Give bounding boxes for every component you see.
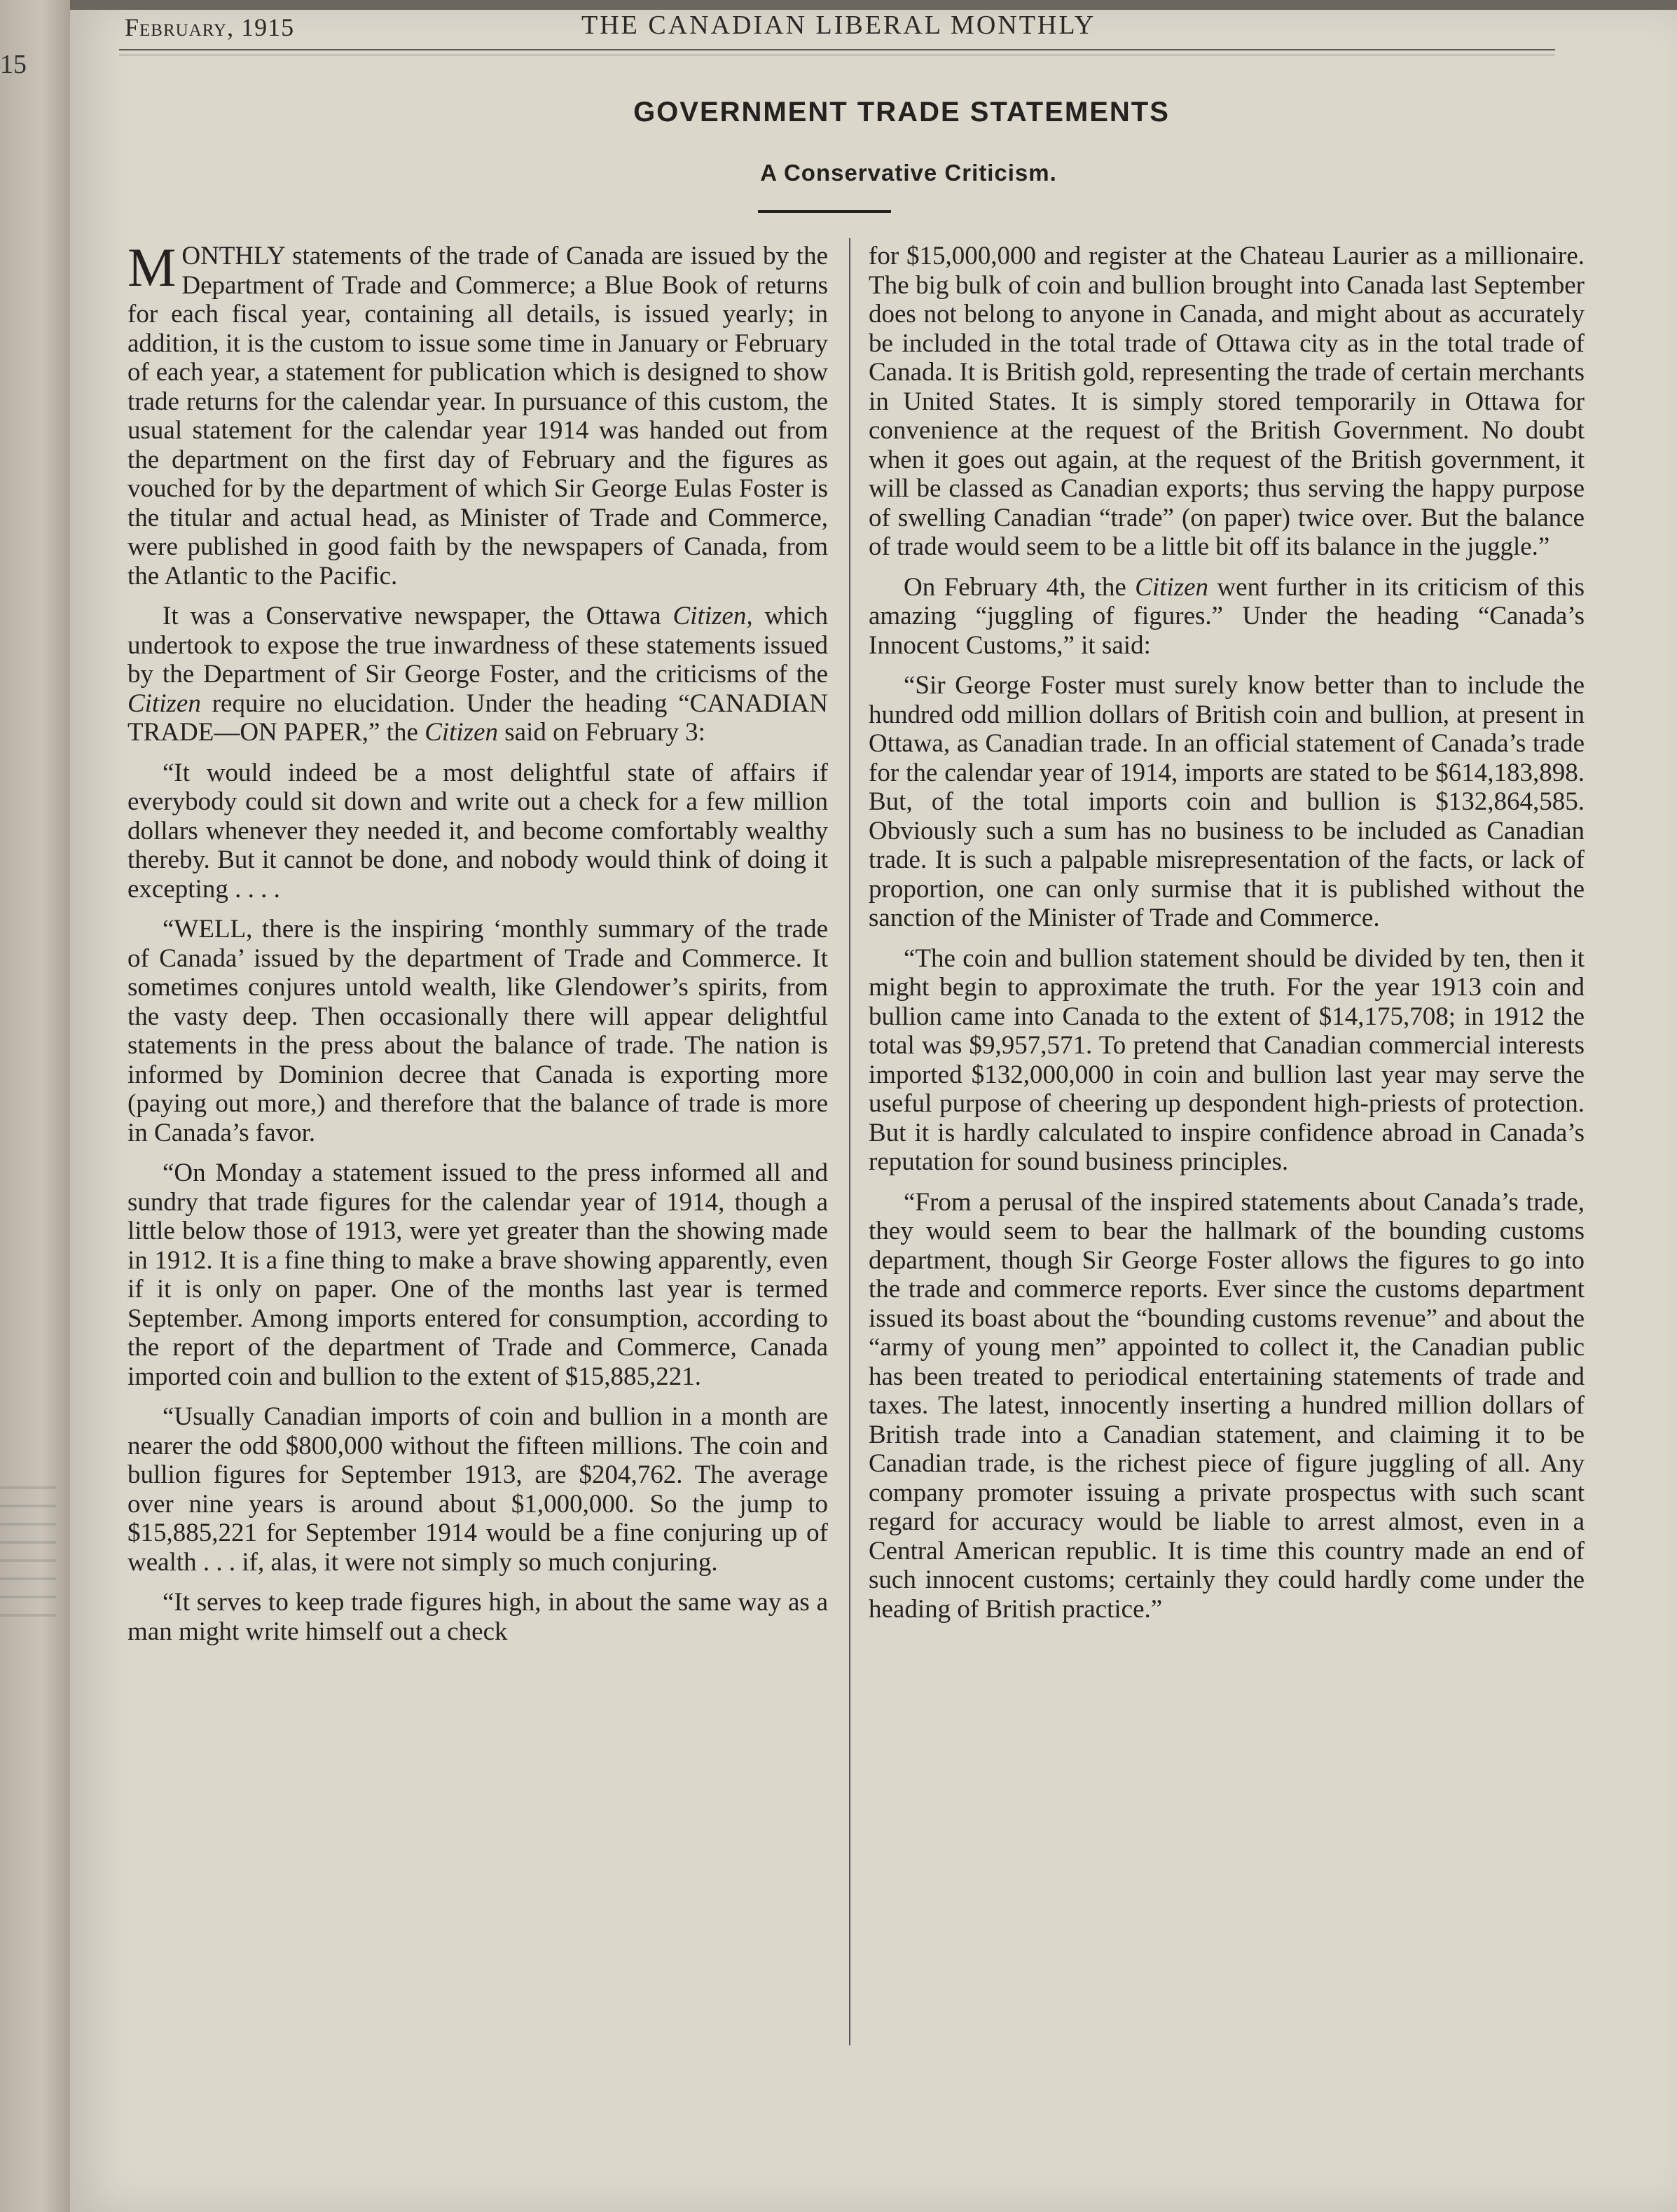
paragraph: “From a perusal of the inspired statements about Canada’s trade, they would seem to bear the hallmark of the bounding customs department, though Sir George Foster allows the figures to go into the trade and commerce reports. Ever since the customs department issued its boast about the “bounding customs revenue” and about the “army of young men” appointed to collect it, the Canadian public has been treated to periodical entertaining statements of trade and taxes. The latest, innocently inserting a hundred million dollars of British trade into a Canadian statement, and claiming it to be Canadian trade, is the richest piece of figure juggling of all. Any company promoter issuing a private prospectus with such scant regard for accuracy would be liable to arrest almost, even in a Central American republic. It is time this country made an end of such innocent customs; certainly they could hardly come under the heading of British practice.” [869, 1187, 1585, 1624]
paragraph: “On Monday a statement issued to the press informed all and sundry that trade figures for the calendar year of 1914, though a little below those of 1913, were yet greater than the showing made in 1912. It is a fine thing to make a brave showing apparently, even if it is only on paper. One of the months last year is termed September. Among imports entered for consumption, according to the report of the department of Trade and Commerce, Canada imported coin and bullion to the extent of $15,885,221. [127, 1159, 828, 1391]
top-edge [70, 0, 1677, 10]
running-head-date: February, 1915 [125, 13, 295, 41]
header-rule [119, 49, 1555, 50]
right-column [869, 242, 1585, 1635]
column-divider [849, 238, 850, 2045]
paragraph: “It would indeed be a most delightful state of affairs if everybody could sit down and write out a check for a few million dollars whenever they needed it, and become comfortably wealthy thereby. But it cannot be done, and nobody would think of doing it excepting . . . . [127, 758, 828, 904]
article-subtitle: A Conservative Criticism. [760, 160, 1057, 186]
page-gutter [0, 0, 70, 2212]
paragraph: for $15,000,000 and register at the Chateau Laurier as a millionaire. The big bulk of coin and bullion brought into Canada last September does not belong to anyone in Canada, and might about as accurately be included in the total trade of Ottawa city as in the total trade of Canada. It is British gold, representing the trade of certain merchants in United States. It is simply stored temporarily in Ottawa for convenience at the request of the British Government. No doubt when it goes out again, at the request of the British government, it will be classed as Canadian exports; thus serving the happy purpose of swelling Canadian “trade” (on paper) twice over. But the balance of trade would seem to be a little bit off its balance in the juggle.” [869, 242, 1585, 561]
paragraph: “It serves to keep trade figures high, in about the same way as a man might write himself out a check [127, 1588, 828, 1646]
drop-cap: M [127, 237, 177, 298]
running-head-journal: THE CANADIAN LIBERAL MONTHLY [581, 11, 1096, 40]
facing-page-number: 15 [0, 50, 27, 79]
paragraph: “WELL, there is the inspiring ‘monthly summary of the trade of Canada’ issued by the department of Trade and Commerce. It sometimes conjures untold wealth, like Glendower’s spirits, from the vasty deep. Then occasionally there will appear delightful statements in the press about the balance of trade. The nation is informed by Dominion decree that Canada is exporting more (paying out more,) and therefore that the balance of trade is more in Canada’s favor. [127, 915, 828, 1147]
left-column [127, 237, 828, 1657]
paragraph: MONTHLY statements of the trade of Canada are issued by the Department of Trade and Commerce; a Blue Book of returns for each fiscal year, containing all details, is issued yearly; in addition, it is the custom to issue some time in January or February of each year, a statement for publication which is designed to show trade returns for the calendar year. In pursuance of this custom, the usual statement for the calendar year 1914 was handed out from the department on the first day of February and the figures as vouched for by the department of which Sir George Eulas Foster is the titular and actual head, as Minister of Trade and Commerce, were published in good faith by the newspapers of Canada, from the Atlantic to the Pacific. [127, 237, 828, 590]
paragraph: “Sir George Foster must surely know better than to include the hundred odd million dollars of British coin and bullion, at present in Ottawa, as Canadian trade. In an official statement of Canada’s trade for the calendar year of 1914, imports are stated to be $614,183,898. But, of the total imports coin and bullion is $132,864,585. Obviously such a sum has no business to be included as Canadian trade. It is such a palpable misrepresentation of the facts, or lack of proportion, one can only surmise that it is published without the sanction of the Minister of Trade and Commerce. [869, 671, 1585, 932]
title-rule [758, 210, 891, 213]
paragraph: “Usually Canadian imports of coin and bullion in a month are nearer the odd $800,000 without the fifteen millions. The coin and bullion figures for September 1913, are $204,762. The average over nine years is around about $1,000,000. So the jump to $15,885,221 for September 1914 would be a fine conjuring up of wealth . . . if, alas, it were not simply so much conjuring. [127, 1402, 828, 1577]
paragraph: On February 4th, the Citizen went further in its criticism of this amazing “juggling of figures.” Under the heading “Canada’s Innocent Customs,” it said: [869, 572, 1585, 660]
paragraph: “The coin and bullion statement should be divided by ten, then it might begin to approximate the truth. For the year 1913 coin and bullion came into Canada to the extent of $14,175,708; in 1912 the total was $9,957,571. To pretend that Canadian commercial interests imported $132,000,000 in coin and bullion last year may serve the useful purpose of cheering up despondent high-priests of protection. But it is hardly calculated to inspire confidence abroad in Canada’s reputation for sound business principles. [869, 943, 1585, 1176]
paragraph: It was a Conservative newspaper, the Ottawa Citizen, which undertook to expose the true inwardness of these statements issued by the Department of Sir George Foster, and the criticisms of the Citizen require no elucidation. Under the heading “CANADIAN TRADE—ON PAPER,” the Citizen said on February 3: [127, 602, 828, 747]
gutter-marks [0, 1471, 56, 1625]
article-title: GOVERNMENT TRADE STATEMENTS [633, 97, 1170, 127]
